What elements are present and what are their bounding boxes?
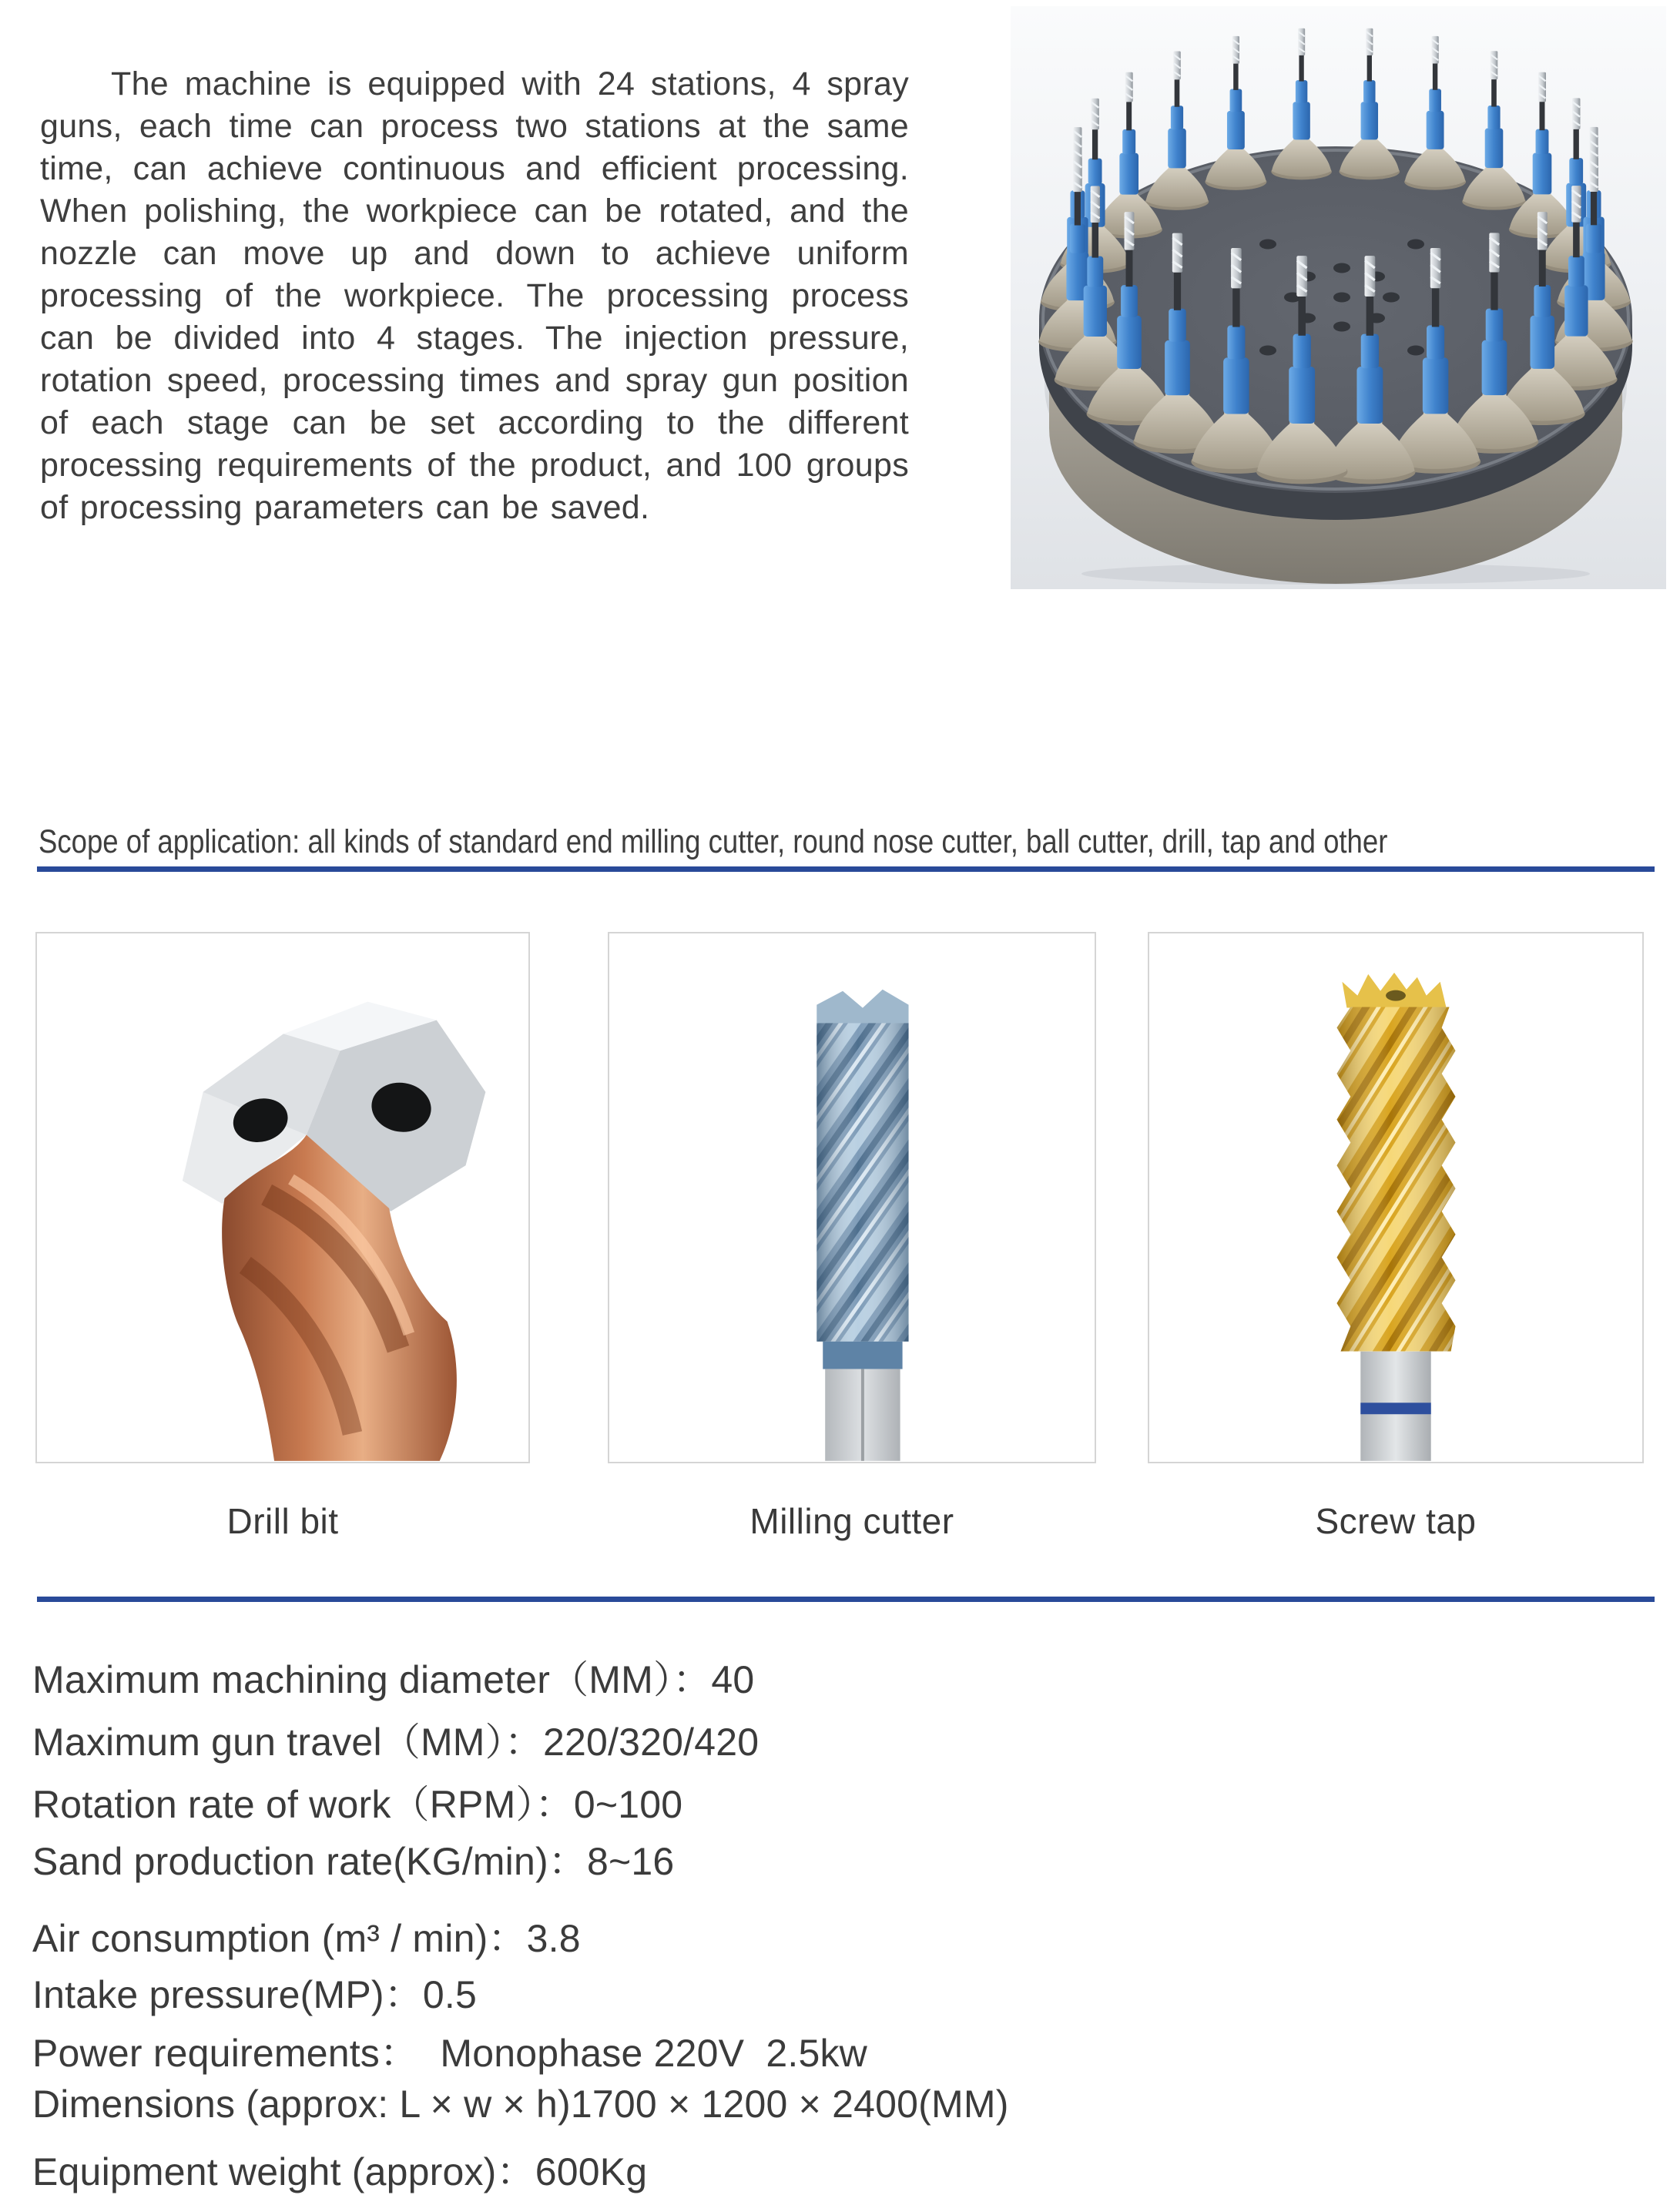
scope-line-1: Scope of application: all kinds of standard end milling cutter, round nose cutter, ball cutter, drill, tap and other <box>39 823 1388 860</box>
screw-tap-blue-ring <box>1360 1402 1430 1414</box>
milling-cutter-shank <box>823 1342 902 1461</box>
intro-paragraph: The machine is equipped with 24 stations, 4 spray guns, each time can process two stations at the same time, can achieve continuous and efficient processing. When polishing, the workpiece can be rotated, and the nozzle can move up and down to achieve uniform processing of the workpiece. The processing process can be divided into 4 stages. The injection pressure, rotation speed, processing times and spray gun position of each stage can be set according to the different processing requirements of the product, and 100 groups of processing parameters can be saved. <box>40 65 909 526</box>
spec-dimensions: Dimensions (approx: L × w × h)1700 × 1200 × 2400(MM) <box>32 2083 1009 2126</box>
screw-tap-flutes <box>1336 973 1455 1352</box>
product-label-drill-bit: Drill bit <box>226 1501 339 1541</box>
product-label-milling-cutter: Milling cutter <box>749 1501 954 1541</box>
spec-equipment-weight: Equipment weight (approx)：600Kg <box>32 2150 648 2193</box>
spec-max-gun-travel: Maximum gun travel（MM）：220/320/420 <box>32 1721 760 1764</box>
product-label-screw-tap: Screw tap <box>1315 1501 1477 1541</box>
product-box-milling-cutter <box>608 932 1096 1463</box>
spec-max-machining-diameter: Maximum machining diameter（MM）：40 <box>32 1658 755 1701</box>
drill-bit-photo <box>37 933 528 1462</box>
product-box-drill-bit <box>35 932 530 1463</box>
spec-sand-production-rate: Sand production rate(KG/min)：8~16 <box>32 1840 675 1883</box>
milling-cutter-photo <box>609 933 1095 1462</box>
machine-render <box>1011 6 1666 589</box>
spec-intake-pressure: Intake pressure(MP)：0.5 <box>32 1973 478 2016</box>
product-box-screw-tap <box>1148 932 1644 1463</box>
spec-power-requirements: Power requirements： Monophase 220V 2.5kw <box>32 2032 867 2075</box>
spec-air-consumption: Air consumption (m³ / min)：3.8 <box>32 1917 581 1960</box>
screw-tap-shank <box>1360 1352 1430 1461</box>
spec-rotation-rate: Rotation rate of work（RPM）：0~100 <box>32 1783 683 1826</box>
milling-cutter-flutes <box>817 990 908 1342</box>
screw-tap-photo <box>1149 933 1642 1462</box>
divider-bottom <box>37 1597 1655 1602</box>
divider-top <box>37 866 1655 872</box>
